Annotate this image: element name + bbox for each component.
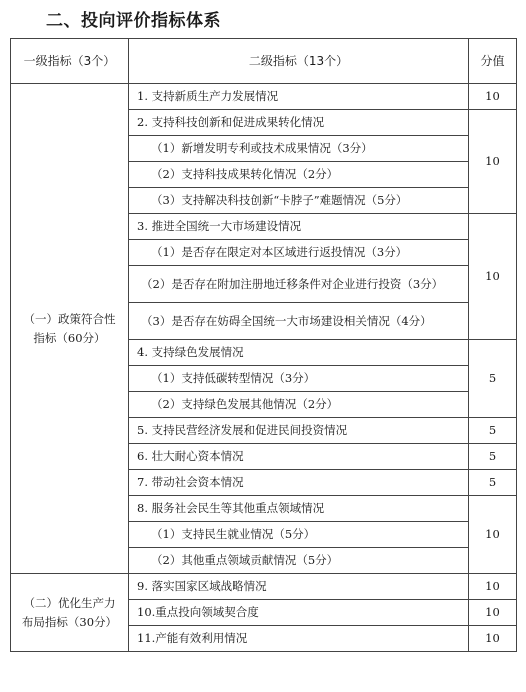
indicator-item: 2. 支持科技创新和促进成果转化情况 <box>129 110 469 136</box>
score-cell: 5 <box>469 444 517 470</box>
table-row <box>11 574 517 600</box>
indicator-item: 3. 推进全国统一大市场建设情况 <box>129 214 469 240</box>
score-cell: 5 <box>469 470 517 496</box>
score-cell: 10 <box>469 84 517 110</box>
level1-policy-compliance: （一）政策符合性指标（60分） <box>11 84 129 574</box>
header-level2: 二级指标（13个） <box>129 39 469 84</box>
level1-productivity-layout: （二）优化生产力布局指标（30分） <box>11 574 129 652</box>
table-header-row <box>11 39 517 84</box>
indicator-subitem: （1）是否存在限定对本区域进行返投情况（3分） <box>129 240 469 266</box>
score-cell: 10 <box>469 600 517 626</box>
score-cell: 10 <box>469 496 517 574</box>
section-heading: 二、投向评价指标体系 <box>46 11 221 31</box>
score-cell: 10 <box>469 110 517 214</box>
indicator-item: 4. 支持绿色发展情况 <box>129 340 469 366</box>
indicator-table <box>10 38 517 652</box>
indicator-subitem: （2）是否存在附加注册地迁移条件对企业进行投资（3分） <box>129 266 469 303</box>
indicator-subitem: （1）新增发明专利或技术成果情况（3分） <box>129 136 469 162</box>
indicator-subitem: （1）支持民生就业情况（5分） <box>129 522 469 548</box>
indicator-item: 6. 壮大耐心资本情况 <box>129 444 469 470</box>
indicator-subitem: （3）支持解决科技创新“卡脖子”难题情况（5分） <box>129 188 469 214</box>
indicator-subitem: （1）支持低碳转型情况（3分） <box>129 366 469 392</box>
indicator-item: 8. 服务社会民生等其他重点领域情况 <box>129 496 469 522</box>
indicator-subitem: （2）其他重点领域贡献情况（5分） <box>129 548 469 574</box>
score-cell: 10 <box>469 626 517 652</box>
indicator-item: 5. 支持民营经济发展和促进民间投资情况 <box>129 418 469 444</box>
indicator-item: 10.重点投向领域契合度 <box>129 600 469 626</box>
header-score: 分值 <box>469 39 517 84</box>
indicator-subitem: （3）是否存在妨碍全国统一大市场建设相关情况（4分） <box>129 303 469 340</box>
score-cell: 5 <box>469 418 517 444</box>
score-cell: 10 <box>469 214 517 340</box>
indicator-item: 1. 支持新质生产力发展情况 <box>129 84 469 110</box>
indicator-subitem: （2）支持科技成果转化情况（2分） <box>129 162 469 188</box>
score-cell: 5 <box>469 340 517 418</box>
indicator-item: 9. 落实国家区域战略情况 <box>129 574 469 600</box>
score-cell: 10 <box>469 574 517 600</box>
indicator-item: 7. 带动社会资本情况 <box>129 470 469 496</box>
header-level1: 一级指标（3个） <box>11 39 129 84</box>
table-row <box>11 84 517 110</box>
indicator-subitem: （2）支持绿色发展其他情况（2分） <box>129 392 469 418</box>
indicator-item: 11.产能有效利用情况 <box>129 626 469 652</box>
